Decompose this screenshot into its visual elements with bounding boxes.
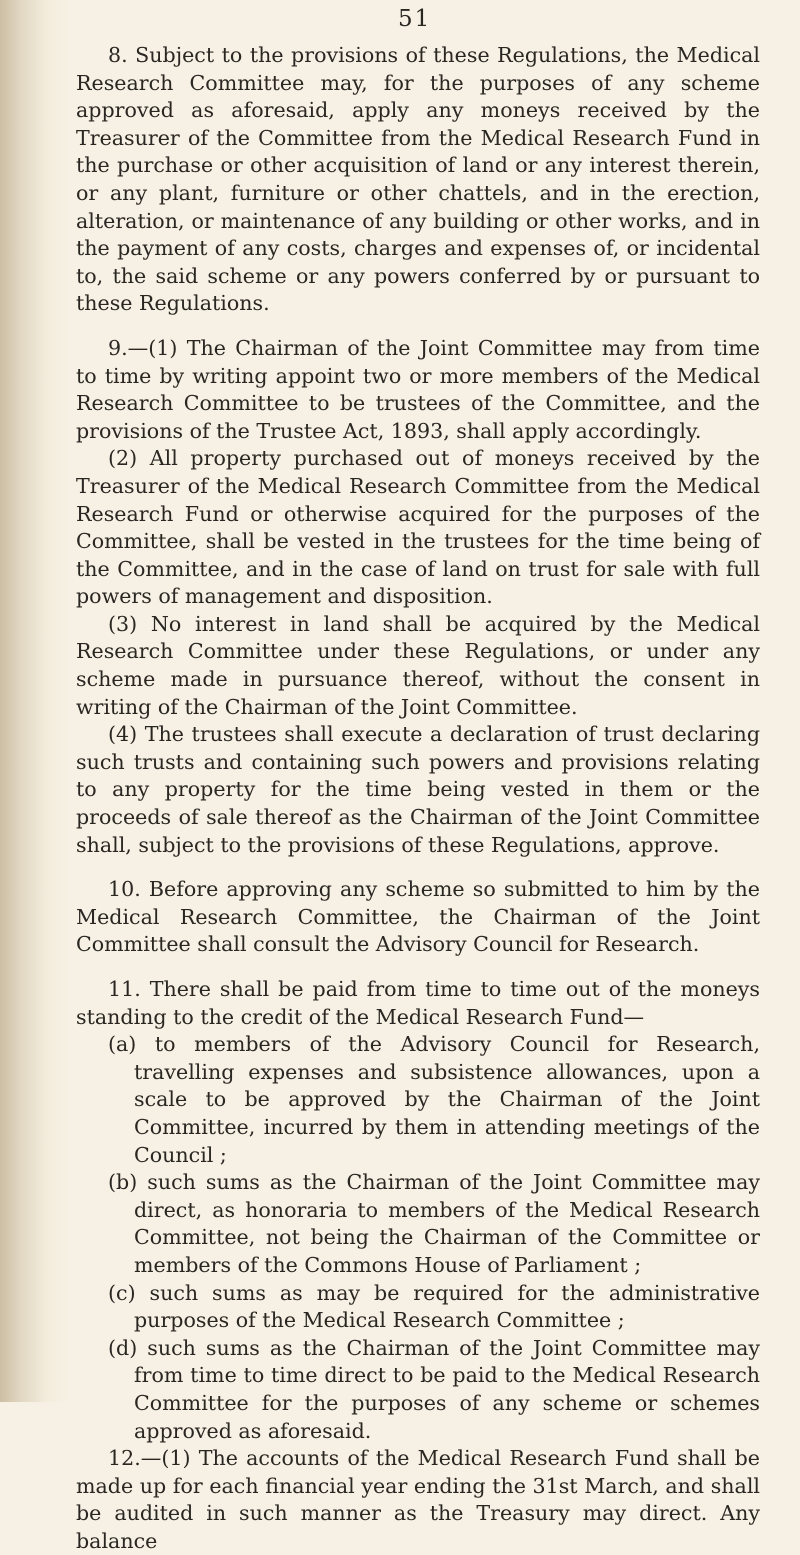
paragraph-11-intro: 11. There shall be paid from time to time out of the moneys standing to the credit of the Medical Research Fund— — [76, 977, 760, 1029]
paragraph-9-3: (3) No interest in land shall be acquired by the Medical Research Committee under these Regulations, or under any scheme made in pursuance thereof, without the consent in writing of the Chairman of the Joint Committee. — [76, 611, 760, 719]
clause-a: (a) to members of the Advisory Council for Research, travelling expenses and subsistence allowances, upon a scale to be approved by the Chairman of the Joint Committee, incurred by them in attending meetings of the Council ; — [108, 1032, 760, 1167]
paragraph-12-1: 12.—(1) The accounts of the Medical Research Fund shall be made up for each financial year ending the 31st March, and shall be audited in such manner as the Treasury may direct. Any balance — [76, 1446, 760, 1553]
paragraph-9-2: (2) All property purchased out of moneys received by the Treasurer of the Medical Research Committee from the Medical Research Fund or otherwise acquired for the purposes of the Committee, shall be vested in the trustees for the time being of the Committee, and in the case of land on trust for sale with full powers of management and disposition. — [76, 446, 760, 609]
clause-c: (c) such sums as may be required for the administrative purposes of the Medical Research Committee ; — [108, 1280, 760, 1333]
paragraph-9-1: 9.—(1) The Chairman of the Joint Committee may from time to time by writing appoint two or more members of the Medical Research Committee to be trustees of the Committee, and the provisions of the Trustee Act, 1893, shall apply accordingly. — [76, 335, 760, 443]
paragraph-8: 8. Subject to the provisions of these Regulations, the Medical Research Committee may, for the purposes of any scheme approved as aforesaid, apply any moneys received by the Treasurer of the Committee from the Medical Research Fund in the purchase or other acquisition of land or any interest therein, or any plant, furniture or other chattels, and in the erection, alteration, or maintenance of any building or other works, and in the payment of any costs, charges and expenses of, or incidental to, the said scheme or any powers conferred by or pursuant to these Regulations. — [76, 43, 760, 316]
paragraph-10: 10. Before approving any scheme so submitted to him by the Medical Research Committee, the Chairman of the Joint Committee shall consult the Advisory Council for Research. — [76, 877, 760, 957]
page-number: 51 — [398, 6, 432, 32]
clause-d: (d) such sums as the Chairman of the Joint Committee may from time to time direct to be paid to the Medical Research Committee for the purposes of any scheme or schemes approved as aforesaid. — [108, 1335, 760, 1443]
paragraph-9-4: (4) The trustees shall execute a declaration of trust declaring such trusts and containing such powers and provisions relating to any property for the time being vested in them or the proceeds of sale thereof as the Chairman of the Joint Committee shall, subject to the provisions of these Regulations, approve. — [76, 722, 760, 857]
regulations-text — [76, 42, 760, 1555]
paragraph-11-clauses — [76, 1031, 760, 1445]
page-edge-shadow — [0, 0, 46, 1402]
clause-b: (b) such sums as the Chairman of the Joint Committee may direct, as honoraria to members of the Medical Research Committee, not being the Chairman of the Committee or members of the Commons House of Parliament ; — [108, 1170, 760, 1277]
